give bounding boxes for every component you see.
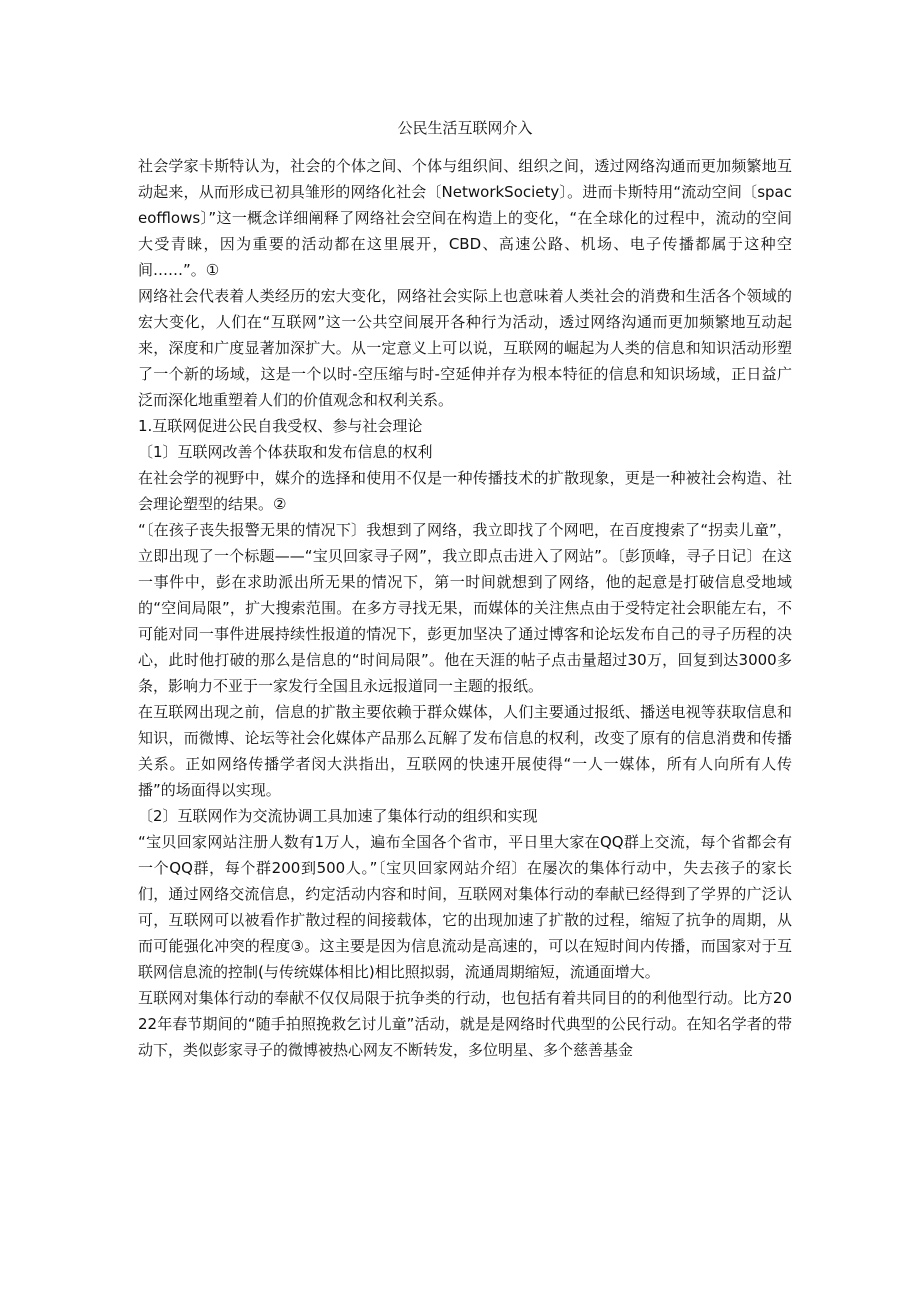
document-title: 公民生活互联网介入 (397, 119, 533, 137)
paragraph-mass-media: 在互联网出现之前，信息的扩散主要依赖于群众媒体，人们主要通过报纸、播送电视等获取信息和知识，而微博、论坛等社会化媒体产品那么瓦解了发布信息的权利，改变了原有的信息消费和传播关系。正如网络传播学者闵大洪指出，互联网的快速开展使得“一人一媒体，所有人向所有人传播”的场面得以实现。 (138, 703, 792, 799)
subsection-heading-2: 〔2〕互联网作为交流协调工具加速了集体行动的组织和实现 (138, 807, 538, 825)
paragraph-collective-action: “宝贝回家网站注册人数有1万人，遍布全国各个省市，平日里大家在QQ群上交流，每个省都会有一个QQ群，每个群200到500人。”〔宝贝回家网站介绍〕在屡次的集体行动中，失去孩子的家长们，通过网络交流信息，约定活动内容和时间，互联网对集体行动的奉献已经得到了学界的广泛认可，互联网可以被看作扩散过程的间接载体，它的出现加速了扩散的过程，缩短了抗争的周期，从而可能强化冲突的程度③。这主要是因为信息流动是高速的，可以在短时间内传播，而国家对于互联网信息流的控制(与传统媒体相比)相比照拟弱，流通周期缩短，流通面增大。 (138, 833, 792, 981)
paragraph-peng-case: “〔在孩子丧失报警无果的情况下〕我想到了网络，我立即找了个网吧，在百度搜索了“拐卖儿童”，立即出现了一个标题——“宝贝回家寻子网”，我立即点击进入了网站”。〔彭顶峰，寻子日记〕在这一事件中，彭在求助派出所无果的情况下，第一时间就想到了网络，他的起意是打破信息受地域的“空间局限”，扩大搜索范围。在多方寻找无果，而媒体的关注焦点由于受特定社会职能左右，不可能对同一事件进展持续性报道的情况下，彭更加坚决了通过博客和论坛发布自己的寻子历程的决心，此时他打破的那么是信息的“时间局限”。他在天涯的帖子点击量超过30万，回复到达3000多条，影响力不亚于一家发行全国且永远报道同一主题的报纸。 (138, 521, 792, 695)
section-heading-1: 1.互联网促进公民自我受权、参与社会理论 (138, 417, 423, 435)
paragraph-media-choice: 在社会学的视野中，媒介的选择和使用不仅是一种传播技术的扩散现象，更是一种被社会构造、社会理论塑型的结果。② (138, 469, 792, 513)
paragraph-intro-castells: 社会学家卡斯特认为，社会的个体之间、个体与组织间、组织之间，透过网络沟通而更加频繁地互动起来，从而形成已初具雏形的网络化社会〔NetworkSociety〕。进而卡斯特用“流动空间〔spaceofflows〕”这一概念详细阐释了网络社会空间在构造上的变化，“在全球化的过程中，流动的空间大受青睐，因为重要的活动都在这里展开，CBD、高速公路、机场、电子传播都属于这种空间……”。① (138, 157, 792, 279)
paragraph-network-society: 网络社会代表着人类经历的宏大变化，网络社会实际上也意味着人类社会的消费和生活各个领域的宏大变化，人们在“互联网”这一公共空间展开各种行为活动，透过网络沟通而更加频繁地互动起来，深度和广度显著加深扩大。从一定意义上可以说，互联网的崛起为人类的信息和知识活动形塑了一个新的场域，这是一个以时-空压缩与时-空延伸并存为根本特征的信息和知识场域，正日益广泛而深化地重塑着人们的价值观念和权利关系。 (138, 287, 792, 409)
paragraph-altruistic-action: 互联网对集体行动的奉献不仅仅局限于抗争类的行动，也包括有着共同目的的利他型行动。比方2022年春节期间的“随手拍照挽救乞讨儿童”活动，就是是网络时代典型的公民行动。在知名学者的带动下，类似彭家寻子的微博被热心网友不断转发，多位明星、多个慈善基金 (138, 989, 792, 1059)
subsection-heading-1: 〔1〕互联网改善个体获取和发布信息的权利 (138, 443, 433, 461)
document-page (138, 0, 792, 1302)
document-body (138, 153, 792, 1063)
